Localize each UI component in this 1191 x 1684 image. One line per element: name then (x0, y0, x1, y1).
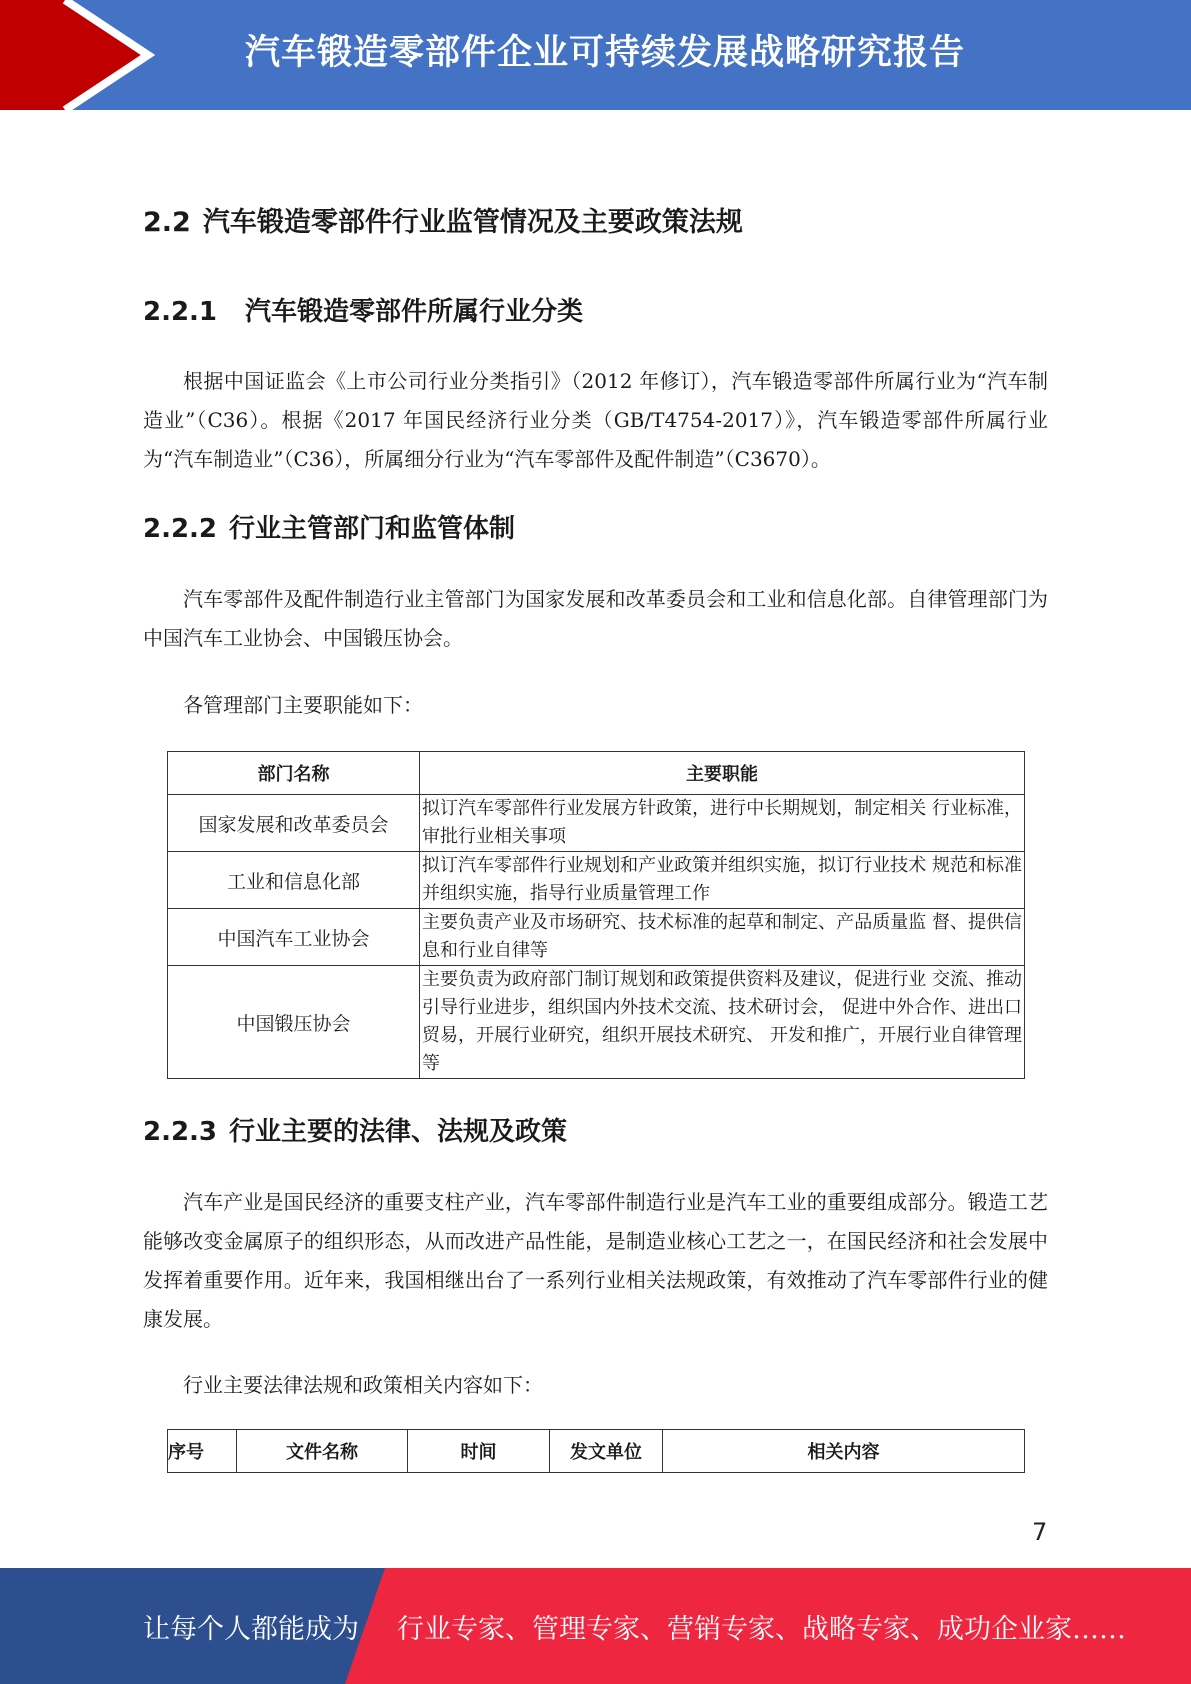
table-header-cell: 部门名称 (168, 752, 420, 795)
header-chevron-icon (0, 0, 160, 110)
table-row (168, 795, 1025, 852)
dept-function-cell: 主要负责为政府部门制订规划和政策提供资料及建议，促进行业 交流、推动引导行业进步，组织国内外技术交流、技术研讨会， 促进中外合作、进出口贸易，开展行业研究，组织开展技术研究、 开发和推广，开展行业自律管理等 (420, 966, 1025, 1079)
section-2-2-3-heading: 2.2.3 行业主要的法律、法规及政策 (143, 1117, 568, 1147)
table-header-row (168, 1430, 1025, 1473)
dept-function-cell: 主要负责产业及市场研究、技术标准的起草和制定、产品质量监 督、提供信息和行业自律等 (420, 909, 1025, 966)
table-header-cell: 文件名称 (237, 1430, 408, 1473)
footer-slogan-right: 行业专家、管理专家、营销专家、战略专家、成功企业家…… (397, 1614, 1126, 1645)
table-row (168, 966, 1025, 1079)
section-2-2-1-heading: 2.2.1 汽车锻造零部件所属行业分类 (143, 297, 584, 327)
dept-function-cell: 拟订汽车零部件行业规划和产业政策并组织实施，拟订行业技术 规范和标准并组织实施，指导行业质量管理工作 (420, 852, 1025, 909)
dept-table (167, 751, 1025, 1079)
dept-name-cell: 工业和信息化部 (168, 852, 420, 909)
table-header-cell: 相关内容 (663, 1430, 1025, 1473)
table-row (168, 852, 1025, 909)
table-header-row (168, 752, 1025, 795)
page-header (0, 0, 1191, 110)
section-2-2-heading: 2.2 汽车锻造零部件行业监管情况及主要政策法规 (143, 207, 743, 238)
table-row (168, 909, 1025, 966)
table-header-cell: 主要职能 (420, 752, 1025, 795)
section-2-2-2-paragraph: 汽车零部件及配件制造行业主管部门为国家发展和改革委员会和工业和信息化部。自律管理部门为中国汽车工业协会、中国锻压协会。 (143, 587, 1048, 650)
table-header-cell: 序号 (168, 1430, 237, 1473)
section-2-2-1-paragraph: 根据中国证监会《上市公司行业分类指引》（2012 年修订），汽车锻造零部件所属行业为“汽车制造业”（C36）。根据《2017 年国民经济行业分类（GB/T4754-2017）》，汽车锻造零部件所属行业为“汽车制造业”（C36），所属细分行业为“汽车零部件及配件制造”（C3670）。 (143, 369, 1048, 471)
section-2-2-3-paragraph: 汽车产业是国民经济的重要支柱产业，汽车零部件制造行业是汽车工业的重要组成部分。锻造工艺能够改变金属原子的组织形态，从而改进产品性能，是制造业核心工艺之一，在国民经济和社会发展中发挥着重要作用。近年来，我国相继出台了一系列行业相关法规政策，有效推动了汽车零部件行业的健康发展。 (143, 1190, 1048, 1331)
table-header-cell: 时间 (408, 1430, 550, 1473)
policy-table (167, 1429, 1025, 1473)
footer-slogan-left: 让每个人都能成为 (143, 1614, 359, 1645)
report-title: 汽车锻造零部件企业可持续发展战略研究报告 (245, 33, 966, 73)
section-2-2-3-intro: 行业主要法律法规和政策相关内容如下： (183, 1373, 543, 1397)
page-number: 7 (1032, 1518, 1048, 1546)
dept-name-cell: 中国锻压协会 (168, 966, 420, 1079)
section-2-2-2-heading: 2.2.2 行业主管部门和监管体制 (143, 514, 516, 544)
dept-name-cell: 国家发展和改革委员会 (168, 795, 420, 852)
dept-function-cell: 拟订汽车零部件行业发展方针政策，进行中长期规划，制定相关 行业标准，审批行业相关事项 (420, 795, 1025, 852)
section-2-2-2-intro: 各管理部门主要职能如下： (183, 693, 423, 717)
page-footer (0, 1568, 1191, 1684)
dept-name-cell: 中国汽车工业协会 (168, 909, 420, 966)
table-header-cell: 发文单位 (550, 1430, 663, 1473)
